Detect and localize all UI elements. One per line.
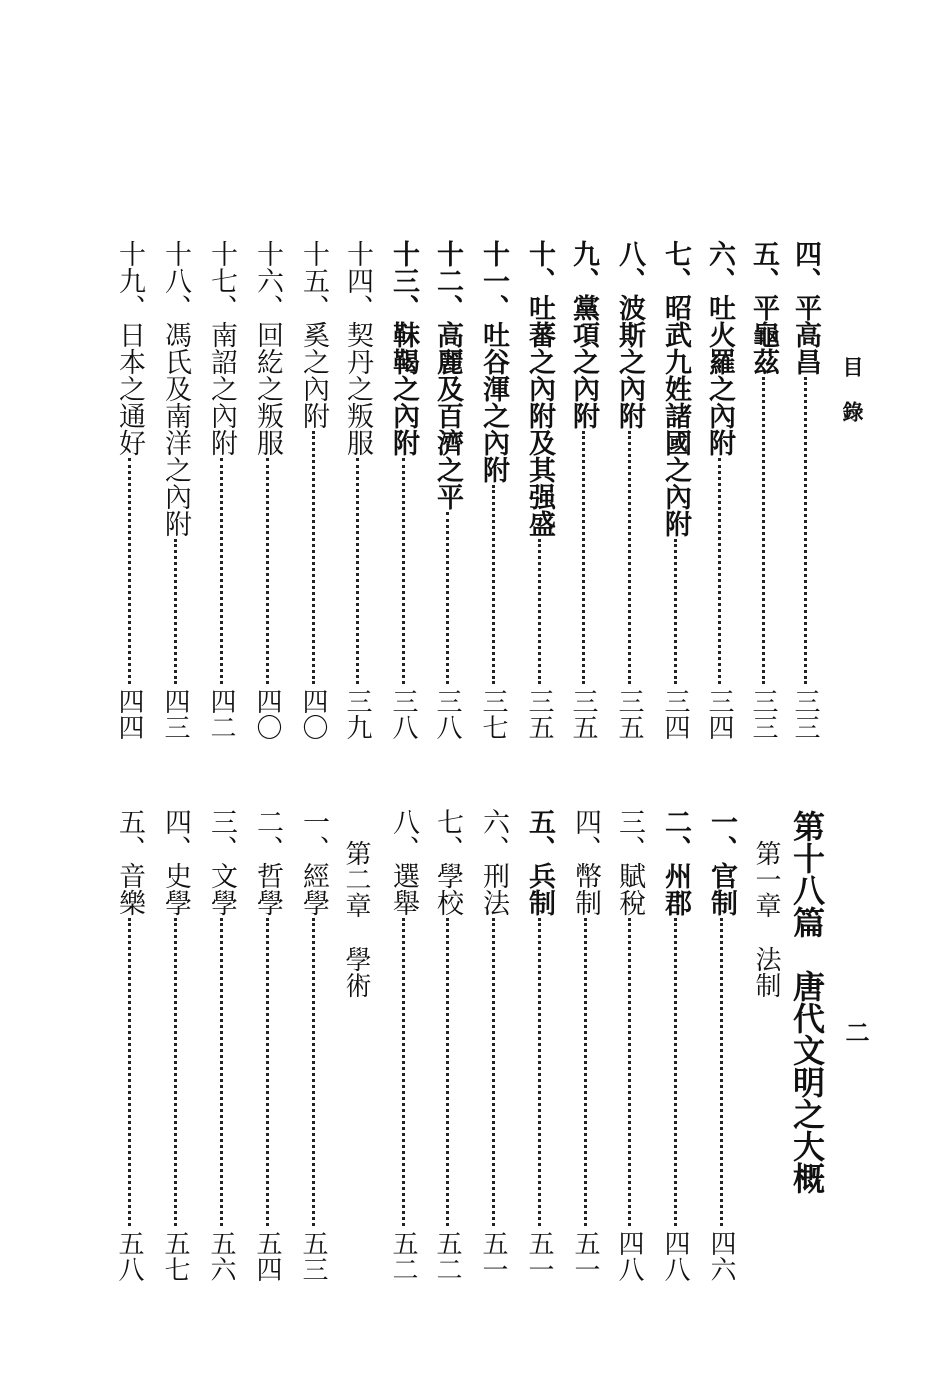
dot-leader	[356, 458, 359, 684]
toc-entry[interactable]	[478, 808, 508, 1282]
toc-entry[interactable]	[342, 240, 372, 740]
dot-leader	[174, 539, 177, 684]
toc-entry[interactable]	[790, 240, 820, 740]
dot-leader	[804, 377, 807, 684]
toc-entry-page: 四〇	[298, 688, 328, 740]
toc-entry-label: 六、吐火羅之內附	[704, 240, 735, 456]
toc-entry-page: 三四	[704, 688, 734, 740]
toc-entry-page: 五一	[570, 1230, 600, 1282]
dot-leader	[128, 458, 131, 684]
toc-entry-page: 三三	[790, 688, 820, 740]
dot-leader	[446, 918, 449, 1226]
toc-entry[interactable]	[570, 808, 600, 1282]
toc-entry[interactable]	[614, 808, 644, 1282]
toc-entry-page: 三八	[432, 688, 462, 740]
toc-entry[interactable]	[660, 808, 690, 1282]
toc-entry-page: 五三	[298, 1230, 328, 1282]
toc-entry-page: 三五	[524, 688, 554, 740]
toc-entry[interactable]	[160, 240, 190, 740]
toc-entry-label: 四、史學	[160, 808, 191, 916]
toc-entry-page: 三五	[568, 688, 598, 740]
dot-leader	[538, 918, 541, 1226]
page-header-title: 目錄	[840, 356, 865, 446]
toc-entry-page: 三三	[748, 688, 778, 740]
toc-entry-label: 五、平龜茲	[748, 240, 779, 375]
part-title: 第十八篇 唐代文明之大概	[788, 810, 826, 1194]
toc-entry[interactable]	[298, 240, 328, 740]
toc-entry[interactable]	[114, 808, 144, 1282]
dot-leader	[312, 431, 315, 684]
toc-entry-page: 三八	[388, 688, 418, 740]
toc-entry-label: 三、文學	[206, 808, 237, 916]
toc-entry-page: 四〇	[252, 688, 282, 740]
toc-entry-label: 一、經學	[298, 808, 329, 916]
toc-entry-label: 七、昭武九姓諸國之內附	[660, 240, 691, 537]
toc-entry-page: 五一	[524, 1230, 554, 1282]
toc-entry-label: 十三、靺鞨之內附	[388, 240, 419, 456]
toc-entry-label: 十二、高麗及百濟之平	[432, 240, 463, 510]
toc-entry-label: 三、賦稅	[614, 808, 645, 916]
toc-entry[interactable]	[388, 240, 418, 740]
toc-entry-label: 二、州郡	[660, 808, 691, 916]
toc-entry[interactable]	[298, 808, 328, 1282]
toc-entry-page: 五二	[388, 1230, 418, 1282]
toc-entry-label: 十、吐蕃之內附及其强盛	[524, 240, 555, 537]
toc-entry-label: 十五、奚之內附	[298, 240, 329, 429]
toc-entry[interactable]	[660, 240, 690, 740]
toc-entry-label: 五、音樂	[114, 808, 145, 916]
toc-entry-page: 五二	[432, 1230, 462, 1282]
toc-entry-page: 五一	[478, 1230, 508, 1282]
chapter-1-number: 第一章	[751, 840, 781, 918]
toc-entry-page: 五四	[252, 1230, 282, 1282]
toc-entry-page: 五六	[206, 1230, 236, 1282]
toc-entry[interactable]	[524, 240, 554, 740]
toc-entry[interactable]	[706, 808, 736, 1282]
toc-entry-page: 四八	[614, 1230, 644, 1282]
dot-leader	[266, 918, 269, 1226]
toc-entry-label: 四、平高昌	[790, 240, 821, 375]
toc-entry-label: 二、哲學	[252, 808, 283, 916]
toc-entry-label: 十七、南詔之內附	[206, 240, 237, 456]
toc-entry-page: 五七	[160, 1230, 190, 1282]
toc-entry-page: 四六	[706, 1230, 736, 1282]
toc-entry-label: 一、官制	[706, 808, 737, 916]
dot-leader	[674, 918, 677, 1226]
toc-entry-label: 十一、吐谷渾之內附	[478, 240, 509, 483]
dot-leader	[446, 512, 449, 684]
toc-entry[interactable]	[432, 240, 462, 740]
toc-entry[interactable]	[114, 240, 144, 740]
toc-entry-label: 八、選舉	[388, 808, 419, 916]
toc-entry-page: 五八	[114, 1230, 144, 1282]
chapter-2-heading	[342, 840, 370, 998]
toc-entry[interactable]	[206, 808, 236, 1282]
dot-leader	[266, 458, 269, 684]
page-number: 二	[841, 1020, 870, 1044]
dot-leader	[538, 539, 541, 684]
toc-entry-page: 四四	[114, 688, 144, 740]
chapter-1-title: 法制	[751, 946, 781, 998]
chapter-2-number: 第二章	[341, 840, 371, 918]
toc-entry-page: 四二	[206, 688, 236, 740]
toc-entry-label: 四、幣制	[570, 808, 601, 916]
toc-entry-label: 十四、契丹之叛服	[342, 240, 373, 456]
dot-leader	[492, 918, 495, 1226]
chapter-2-title: 學術	[341, 946, 371, 998]
toc-entry[interactable]	[524, 808, 554, 1282]
toc-entry[interactable]	[568, 240, 598, 740]
toc-entry-label: 八、波斯之內附	[614, 240, 645, 429]
dot-leader	[128, 918, 131, 1226]
toc-entry-page: 三五	[614, 688, 644, 740]
dot-leader	[720, 918, 723, 1226]
dot-leader	[628, 431, 631, 684]
toc-entry-label: 十八、馮氏及南洋之內附	[160, 240, 191, 537]
dot-leader	[492, 485, 495, 684]
toc-entry[interactable]	[388, 808, 418, 1282]
dot-leader	[220, 458, 223, 684]
dot-leader	[584, 918, 587, 1226]
chapter-1-heading	[752, 840, 780, 998]
dot-leader	[674, 539, 677, 684]
toc-entry[interactable]	[160, 808, 190, 1282]
toc-entry-label: 六、刑法	[478, 808, 509, 916]
toc-entry[interactable]	[748, 240, 778, 740]
toc-entry[interactable]	[252, 240, 282, 740]
toc-entry-label: 十六、回紇之叛服	[252, 240, 283, 456]
toc-entry-label: 七、學校	[432, 808, 463, 916]
toc-entry-page: 四三	[160, 688, 190, 740]
toc-entry-label: 九、黨項之內附	[568, 240, 599, 429]
toc-entry[interactable]	[252, 808, 282, 1282]
dot-leader	[402, 918, 405, 1226]
toc-entry-label: 五、兵制	[524, 808, 555, 916]
toc-entry[interactable]	[206, 240, 236, 740]
dot-leader	[312, 918, 315, 1226]
dot-leader	[762, 377, 765, 684]
dot-leader	[174, 918, 177, 1226]
dot-leader	[582, 431, 585, 684]
toc-entry[interactable]	[704, 240, 734, 740]
dot-leader	[220, 918, 223, 1226]
toc-entry[interactable]	[432, 808, 462, 1282]
toc-entry-page: 三四	[660, 688, 690, 740]
toc-entry-page: 三九	[342, 688, 372, 740]
dot-leader	[402, 458, 405, 684]
toc-entry-page: 三七	[478, 688, 508, 740]
dot-leader	[718, 458, 721, 684]
toc-entry[interactable]	[614, 240, 644, 740]
toc-entry-page: 四八	[660, 1230, 690, 1282]
toc-entry-label: 十九、日本之通好	[114, 240, 145, 456]
dot-leader	[628, 918, 631, 1226]
toc-entry[interactable]	[478, 240, 508, 740]
